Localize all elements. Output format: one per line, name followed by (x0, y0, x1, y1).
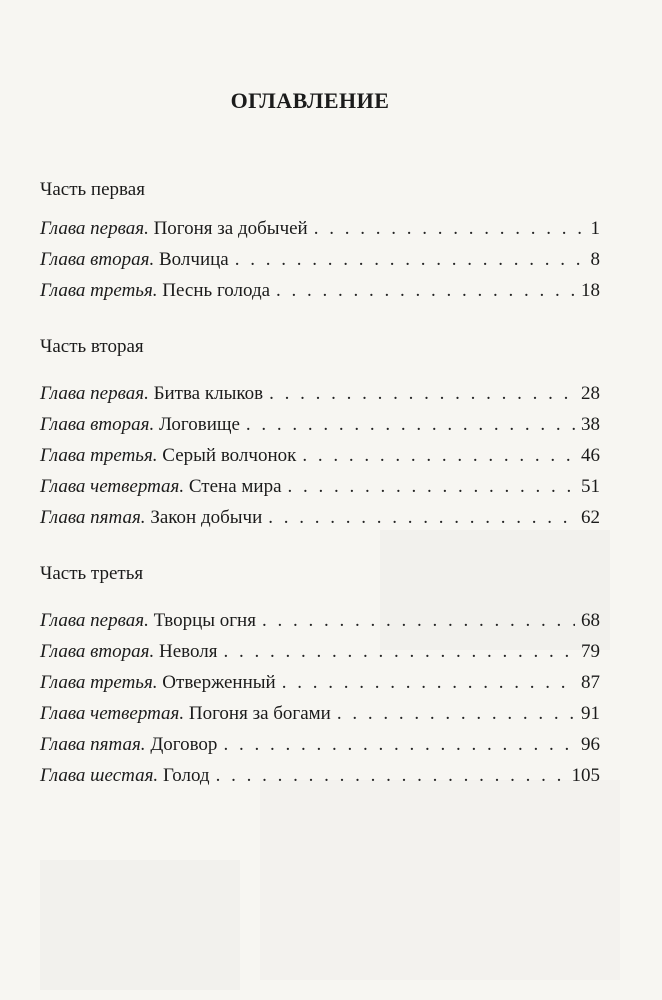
toc-entry (40, 213, 600, 244)
chapter-number: Глава четвертая. (40, 476, 185, 497)
page-number: 91 (581, 703, 600, 724)
chapter-number: Глава вторая. (40, 414, 155, 435)
page-number: 68 (581, 610, 600, 631)
page-number: 105 (571, 765, 600, 786)
dot-leader (268, 502, 575, 533)
chapter-number: Глава третья. (40, 445, 158, 466)
chapter-number: Глава вторая. (40, 641, 155, 662)
toc-entry (40, 605, 600, 636)
chapter-number: Глава пятая. (40, 734, 146, 755)
dot-leader (216, 760, 566, 791)
chapter-number: Глава четвертая. (40, 703, 185, 724)
page-number: 79 (581, 641, 600, 662)
dot-leader (276, 275, 575, 306)
page-number: 96 (581, 734, 600, 755)
chapter-title: Договор (150, 734, 218, 755)
dot-leader (235, 244, 585, 275)
toc-entry (40, 502, 600, 533)
toc-entry (40, 636, 600, 667)
toc-entry (40, 275, 600, 306)
part-2 (40, 332, 600, 533)
part-heading: Часть третья (40, 563, 144, 584)
chapter-number: Глава вторая. (40, 249, 155, 270)
page-number: 1 (590, 218, 600, 239)
chapter-title: Битва клыков (153, 383, 264, 404)
dot-leader (262, 605, 575, 636)
chapter-number: Глава третья. (40, 672, 158, 693)
toc-entry (40, 440, 600, 471)
dot-leader (223, 729, 575, 760)
toc-entry (40, 244, 600, 275)
chapter-title: Серый волчонок (162, 445, 297, 466)
chapter-number: Глава пятая. (40, 507, 146, 528)
page-number: 51 (581, 476, 600, 497)
part-3 (40, 559, 600, 791)
page-number: 8 (590, 249, 600, 270)
chapter-title: Погоня за богами (188, 703, 331, 724)
page-number: 28 (581, 383, 600, 404)
toc-entry (40, 667, 600, 698)
toc-entry (40, 698, 600, 729)
chapter-title: Песнь голода (162, 280, 271, 301)
page-number: 46 (581, 445, 600, 466)
dot-leader (302, 440, 575, 471)
chapter-title: Логовище (158, 414, 240, 435)
chapter-title: Творцы огня (153, 610, 256, 631)
chapter-title: Неволя (158, 641, 218, 662)
dot-leader (246, 409, 575, 440)
dot-leader (314, 213, 585, 244)
page-number: 18 (581, 280, 600, 301)
dot-leader (223, 636, 575, 667)
chapter-title: Погоня за добычей (153, 218, 308, 239)
toc-entry (40, 729, 600, 760)
chapter-number: Глава первая. (40, 383, 149, 404)
part-1 (40, 175, 600, 306)
page-title: ОГЛАВЛЕНИЕ (230, 88, 390, 113)
dot-leader (288, 471, 575, 502)
chapter-title: Закон добычи (150, 507, 263, 528)
chapter-number: Глава первая. (40, 610, 149, 631)
toc-entry (40, 409, 600, 440)
dot-leader (282, 667, 575, 698)
chapter-title: Отверженный (162, 672, 276, 693)
part-heading: Часть вторая (40, 336, 144, 357)
dot-leader (269, 378, 575, 409)
chapter-title: Стена мира (188, 476, 282, 497)
part-heading: Часть первая (40, 179, 145, 200)
chapter-title: Волчица (158, 249, 229, 270)
chapter-title: Голод (162, 765, 210, 786)
dot-leader (337, 698, 575, 729)
toc-entry (40, 471, 600, 502)
page-number: 87 (581, 672, 600, 693)
chapter-number: Глава шестая. (40, 765, 159, 786)
toc-entry (40, 378, 600, 409)
page-number: 38 (581, 414, 600, 435)
chapter-number: Глава первая. (40, 218, 149, 239)
page-number: 62 (581, 507, 600, 528)
toc-entry (40, 760, 600, 791)
table-of-contents (40, 175, 600, 817)
chapter-number: Глава третья. (40, 280, 158, 301)
